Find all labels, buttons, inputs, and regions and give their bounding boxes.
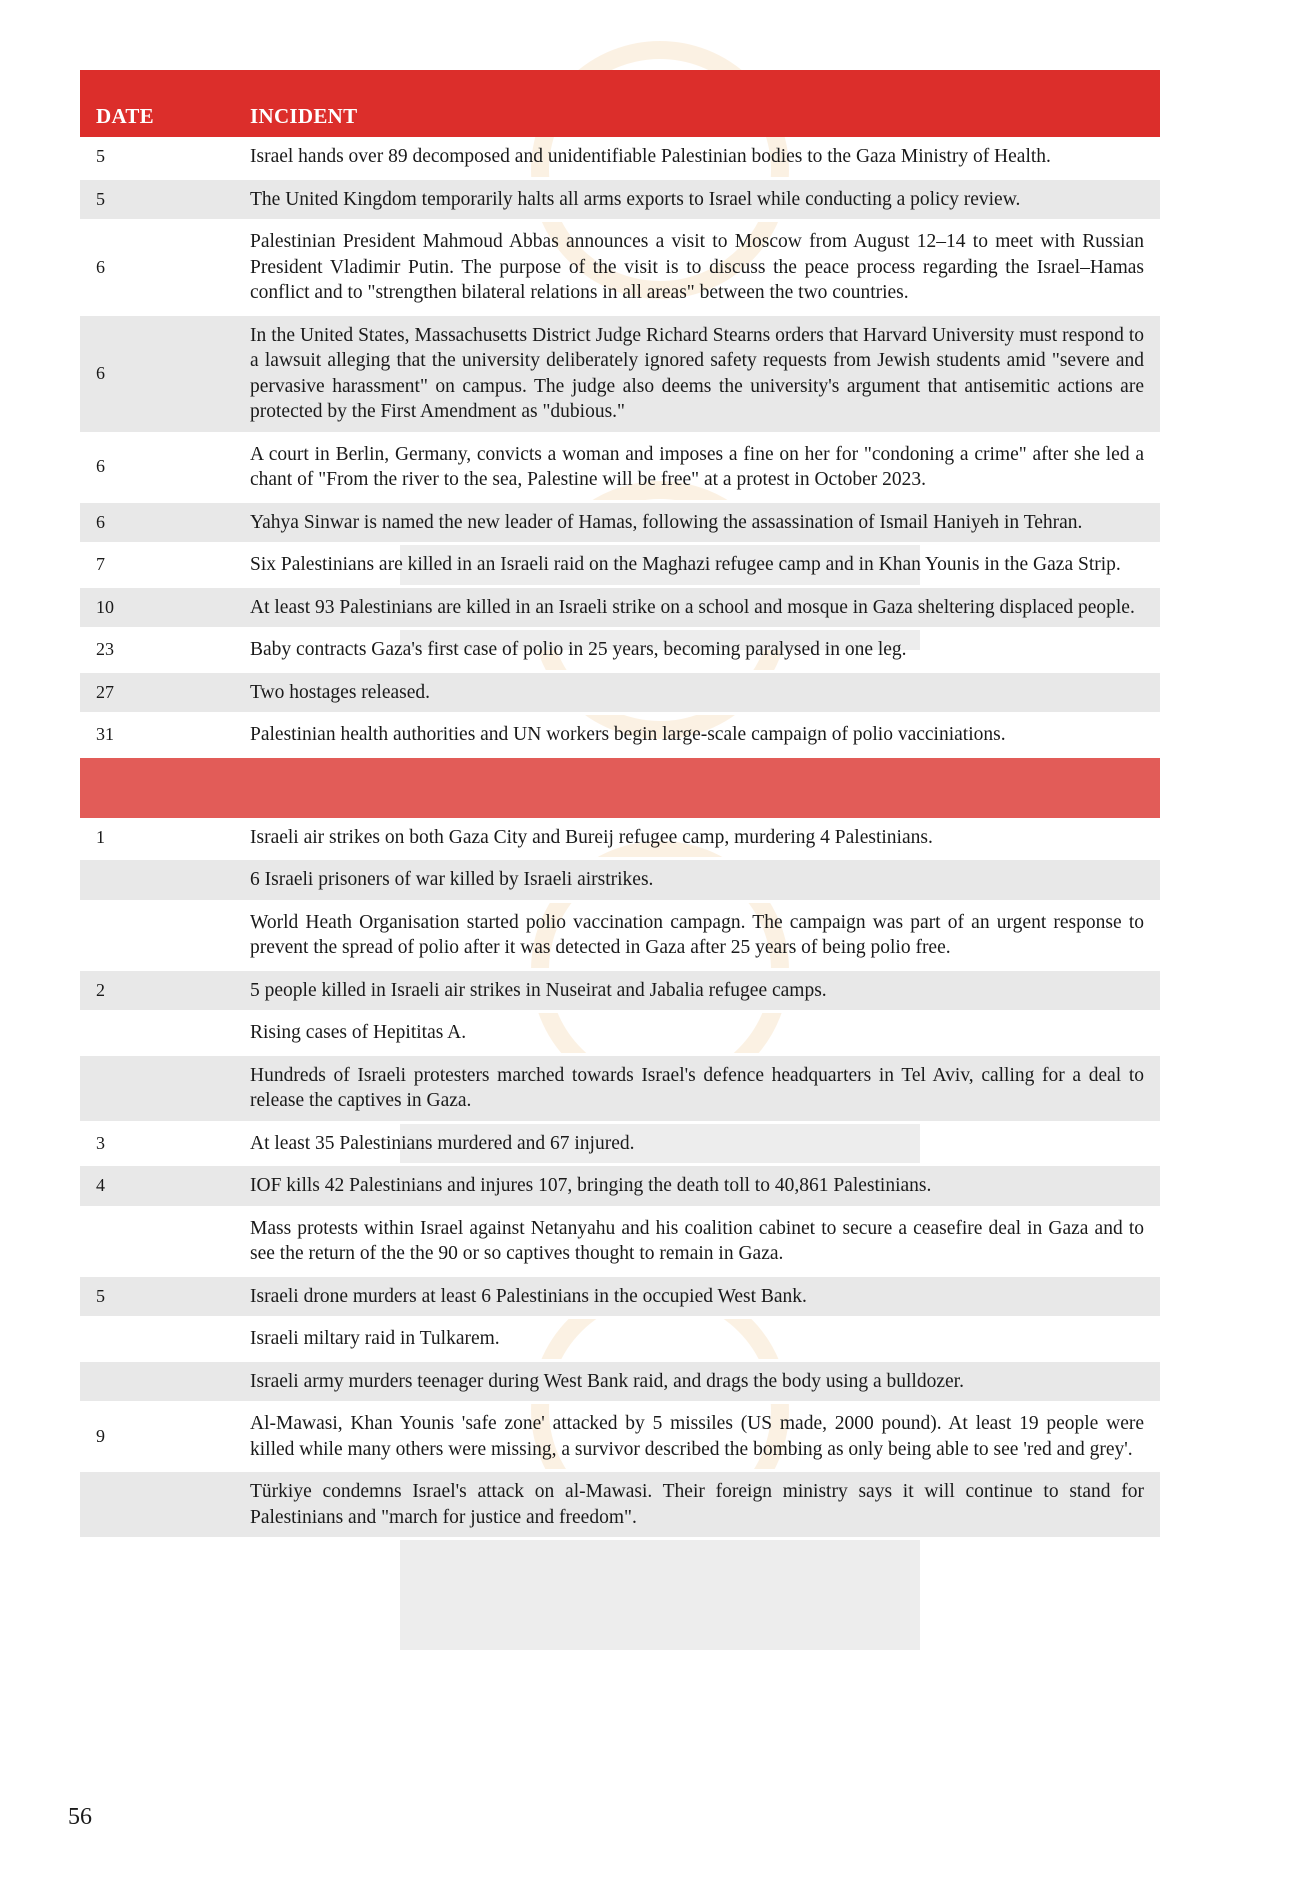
page-number: 56	[68, 1804, 92, 1830]
row-incident: Hundreds of Israeli protesters marched towards Israel's defence headquarters in Tel Aviv, calling for a deal to release the captives in Gaza.	[250, 1064, 1144, 1111]
row-incident: Palestinian President Mahmoud Abbas announces a visit to Moscow from August 12–14 to meet with Russian President Vladimir Putin. The purpose of the visit is to discuss the peace process regarding the Israel–Hamas conflict and to "strengthen bilateral relations in all areas" between the two countries.	[250, 231, 1144, 303]
table-row	[80, 903, 1160, 971]
row-date: 6	[96, 456, 105, 477]
incident-column-header: INCIDENT	[250, 104, 358, 128]
row-incident: 5 people killed in Israeli air strikes in Nuseirat and Jabalia refugee camps.	[250, 979, 827, 1001]
row-incident: The United Kingdom temporarily halts all arms exports to Israel while conducting a policy review.	[250, 188, 1021, 210]
row-date: 31	[96, 724, 114, 744]
table-row	[80, 1319, 1160, 1362]
month-separator	[80, 758, 1160, 818]
row-incident: Yahya Sinwar is named the new leader of Hamas, following the assassination of Ismail Haniyeh in Tehran.	[250, 511, 1083, 533]
row-incident: In the United States, Massachusetts District Judge Richard Stearns orders that Harvard University must respond to a lawsuit alleging that the university deliberately ignored safety requests from Jewish students amid "severe and pervasive harassment" on campus. The judge also deems the university's argument that antisemitic actions are protected by the First Amendment as "dubious."	[250, 324, 1144, 422]
august-rows	[80, 137, 1160, 758]
row-incident: Israeli miltary raid in Tulkarem.	[250, 1328, 500, 1349]
table-row	[80, 715, 1160, 758]
row-incident: Israeli drone murders at least 6 Palestinians in the occupied West Bank.	[250, 1285, 807, 1307]
table-row	[80, 630, 1160, 673]
table-row	[80, 1056, 1160, 1124]
row-date: 5	[96, 1285, 105, 1306]
table-row	[80, 222, 1160, 316]
table-row	[80, 1013, 1160, 1056]
table-row	[80, 435, 1160, 503]
row-incident: Israel hands over 89 decomposed and unidentifiable Palestinian bodies to the Gaza Ministry of Health.	[250, 146, 1051, 167]
row-incident: Palestinian health authorities and UN workers begin large-scale campaign of polio vacciniations.	[250, 724, 1006, 745]
row-incident: At least 93 Palestinians are killed in an Israeli strike on a school and mosque in Gaza sheltering displaced people.	[250, 596, 1135, 618]
row-date: 7	[96, 554, 105, 574]
row-incident: Mass protests within Israel against Netanyahu and his coalition cabinet to secure a ceasefire deal in Gaza and to see the return of the the 90 or so captives thought to remain in Gaza.	[250, 1217, 1144, 1264]
row-incident: Six Palestinians are killed in an Israeli raid on the Maghazi refugee camp and in Khan Younis in the Gaza Strip.	[250, 554, 1121, 575]
table-row	[80, 673, 1160, 716]
september-rows	[80, 818, 1160, 1541]
table-row	[80, 1124, 1160, 1167]
row-incident: Rising cases of Hepititas A.	[250, 1022, 467, 1043]
row-incident: Two hostages released.	[250, 681, 431, 703]
table-row	[80, 588, 1160, 631]
row-date: 9	[96, 1425, 105, 1446]
row-date: 6	[96, 511, 105, 532]
row-date: 1	[96, 826, 105, 847]
row-date: 6	[96, 362, 105, 383]
row-incident: World Heath Organisation started polio vaccination campagn. The campaign was part of an urgent response to prevent the spread of polio after it was detected in Gaza after 25 years of being polio free.	[250, 911, 1144, 958]
table-row	[80, 137, 1160, 180]
table-row	[80, 1362, 1160, 1405]
table-row	[80, 1472, 1160, 1540]
row-date: 23	[96, 639, 114, 659]
row-incident: A court in Berlin, Germany, convicts a woman and imposes a fine on her for "condoning a crime" after she led a chant of "From the river to the sea, Palestine will be free" at a protest in October 2023.	[250, 443, 1144, 490]
row-date: 5	[96, 146, 105, 166]
row-incident: Türkiye condemns Israel's attack on al-Mawasi. Their foreign ministry says it will continue to stand for Palestinians and "march for justice and freedom".	[250, 1481, 1144, 1528]
table-row	[80, 1209, 1160, 1277]
row-incident: Israeli army murders teenager during West Bank raid, and drags the body using a bulldozer.	[250, 1370, 964, 1392]
row-incident: 6 Israeli prisoners of war killed by Israeli airstrikes.	[250, 869, 654, 890]
table-row	[80, 1166, 1160, 1209]
row-date: 27	[96, 681, 114, 702]
row-incident: Israeli air strikes on both Gaza City and Bureij refugee camp, murdering 4 Palestinians.	[250, 826, 933, 848]
row-date: 4	[96, 1175, 105, 1195]
table-row	[80, 1404, 1160, 1472]
table-row	[80, 818, 1160, 861]
row-incident: IOF kills 42 Palestinians and injures 107, bringing the death toll to 40,861 Palestinians.	[250, 1175, 932, 1196]
table-row	[80, 971, 1160, 1014]
table-row	[80, 860, 1160, 903]
row-date: 5	[96, 188, 105, 209]
table-row	[80, 503, 1160, 546]
table-row	[80, 545, 1160, 588]
table-header	[80, 70, 1160, 137]
table-row	[80, 316, 1160, 435]
row-date: 10	[96, 596, 114, 617]
row-incident: Al-Mawasi, Khan Younis 'safe zone' attacked by 5 missiles (US made, 2000 pound). At least 19 people were killed while many others were missing, a survivor described the bombing as only being able to see 'red and grey'.	[250, 1413, 1144, 1460]
row-date: 3	[96, 1132, 105, 1153]
date-column-header: DATE	[96, 104, 154, 128]
table-row	[80, 180, 1160, 223]
row-incident: At least 35 Palestinians murdered and 67 injured.	[250, 1132, 635, 1154]
incident-table	[80, 70, 1160, 1540]
row-date: 2	[96, 979, 105, 1000]
row-date: 6	[96, 256, 105, 277]
table-row	[80, 1277, 1160, 1320]
row-incident: Baby contracts Gaza's first case of polio in 25 years, becoming paralysed in one leg.	[250, 639, 907, 660]
